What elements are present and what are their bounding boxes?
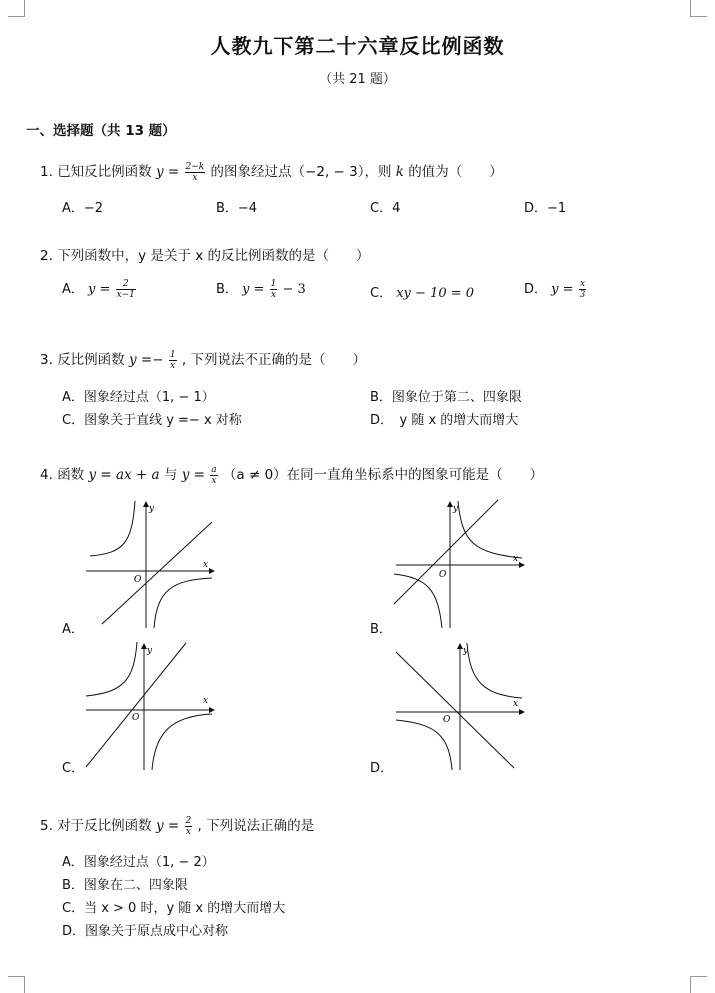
corner-mark-bottom-right (690, 976, 707, 993)
svg-text:O: O (443, 715, 451, 725)
corner-mark-top-left (8, 0, 25, 17)
question-number: 2. (40, 248, 53, 264)
svg-text:O: O (132, 713, 140, 723)
svg-text:y: y (149, 504, 155, 514)
option-c[interactable]: C．图象关于直线 y =− x 对称 (62, 413, 242, 428)
svg-text:O: O (439, 570, 447, 580)
math-expression: y = (155, 164, 180, 180)
question-text: （a ≠ 0）在同一直角坐标系中的图象可能是（ ） (222, 467, 544, 483)
fraction: $\frac{2-k}{x}$ (185, 161, 205, 183)
math-variable: k (395, 164, 404, 180)
svg-text:x: x (203, 696, 209, 706)
question-text: , 下列说法正确的是 (197, 818, 315, 834)
question-text: 函数 (57, 467, 85, 483)
question-text: 与 (163, 467, 178, 483)
question-text: 反比例函数 (57, 352, 125, 368)
question-text: 已知反比例函数 (57, 164, 152, 180)
graph-label-a: A． (62, 622, 84, 637)
math-expression: y = (155, 818, 180, 834)
page-subtitle: （共 21 题） (319, 72, 396, 87)
question-4 (40, 463, 543, 486)
corner-mark-bottom-left (8, 976, 25, 993)
question-number: 1. (40, 164, 53, 180)
question-text: 的值为（ ） (408, 164, 503, 180)
fraction: $\frac{a}{x}$ (211, 464, 217, 486)
graph-label-c: C． (62, 761, 85, 776)
fraction: $\frac{1}{x}$ (169, 349, 176, 371)
option-b[interactable]: B．图象在二、四象限 (62, 878, 188, 893)
corner-mark-top-right (690, 0, 707, 17)
option-c[interactable]: C．4 (370, 201, 401, 216)
option-d[interactable]: D． y = $\frac{x}{3}$ (524, 279, 586, 300)
option-c[interactable]: C． xy − 10 = 0 (370, 286, 475, 301)
question-3 (40, 348, 366, 371)
question-number: 4. (40, 467, 53, 483)
svg-text:y: y (147, 646, 153, 656)
graph-b[interactable] (392, 498, 532, 630)
graph-label-b: B． (370, 622, 392, 637)
svg-text:x: x (513, 699, 519, 709)
svg-text:x: x (513, 554, 519, 564)
option-a[interactable]: A．图象经过点（1, − 1） (62, 390, 215, 405)
option-d[interactable]: D．−1 (524, 201, 567, 216)
question-number: 5. (40, 818, 53, 834)
question-text: , 下列说法不正确的是（ ） (181, 352, 366, 368)
question-5 (40, 814, 314, 837)
question-1 (40, 160, 503, 183)
option-d[interactable]: D．图象关于原点成中心对称 (62, 924, 229, 939)
graph-c[interactable] (82, 640, 222, 772)
svg-text:O: O (134, 575, 142, 585)
option-b[interactable]: B． y = $\frac{1}{x}$ − 3 (216, 279, 306, 300)
svg-text:y: y (463, 646, 469, 656)
math-expression: y = ax + a (88, 467, 160, 483)
question-2 (40, 244, 370, 264)
question-text: 对于反比例函数 (57, 818, 152, 834)
option-a[interactable]: A． y = $\frac{2}{x-1}$ (62, 279, 135, 300)
option-a[interactable]: A．图象经过点（1, − 2） (62, 855, 215, 870)
page-title: 人教九下第二十六章反比例函数 (210, 34, 505, 58)
option-c[interactable]: C．当 x > 0 时，y 随 x 的增大而增大 (62, 901, 286, 916)
graph-label-d: D． (370, 761, 394, 776)
math-expression: y = (181, 467, 205, 483)
fraction: $\frac{2}{x}$ (185, 815, 192, 837)
graph-d[interactable] (392, 640, 532, 772)
option-a[interactable]: A．−2 (62, 201, 104, 216)
svg-text:y: y (453, 504, 459, 514)
graph-a[interactable] (82, 498, 222, 630)
math-expression: y =− (128, 352, 164, 368)
option-b[interactable]: B．−4 (216, 201, 258, 216)
option-b[interactable]: B．图象位于第二、四象限 (370, 390, 522, 405)
option-d[interactable]: D． y 随 x 的增大而增大 (370, 413, 519, 428)
svg-text:x: x (203, 560, 209, 570)
question-number: 3. (40, 352, 53, 368)
question-text: 下列函数中，y 是关于 x 的反比例函数的是（ ） (57, 248, 370, 264)
question-text: 的图象经过点（−2, − 3），则 (210, 164, 392, 180)
section-heading: 一、选择题（共 13 题） (26, 123, 176, 139)
